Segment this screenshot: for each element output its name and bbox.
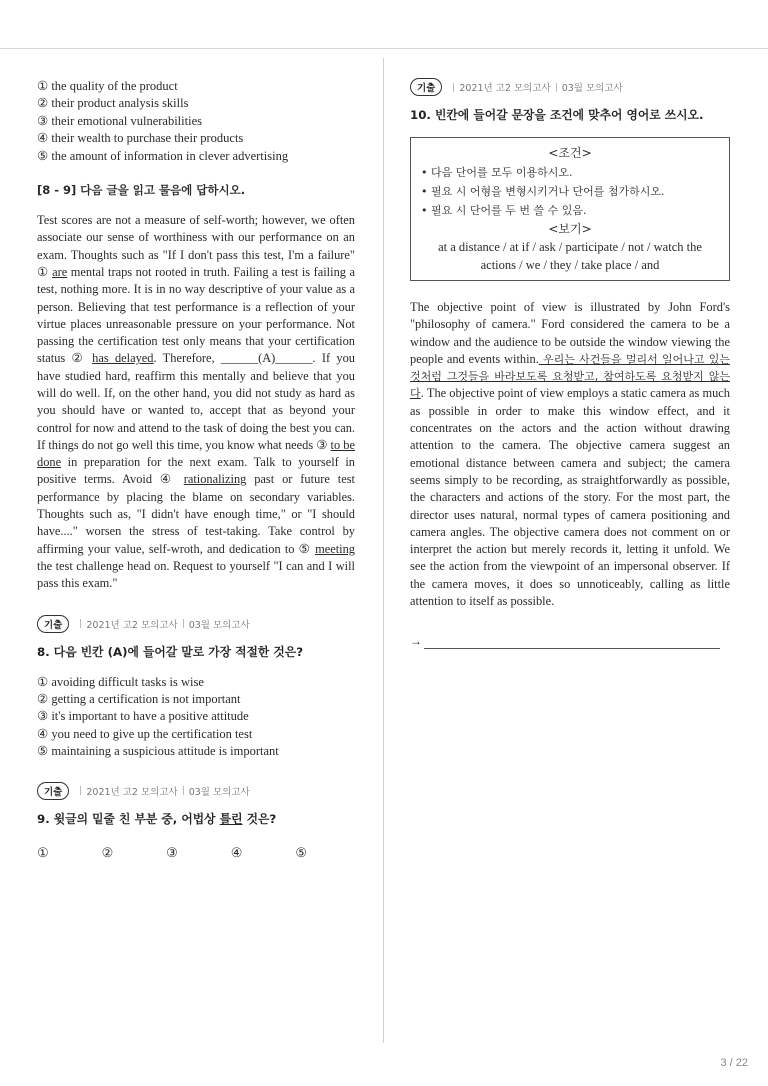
underline-korean: 우리는 사건들을 멀리서 일어나고 있는 것처럼 그것들을 바라보도록 요청받고, 참여하도록 요청받지 않는다 — [410, 352, 730, 401]
passage-text: The objective point of view is illustrated by John Ford's "philosophy of camera." Ford considered the camera to be a window and the audience to be outside the window viewing the people and events within. — [410, 300, 730, 366]
option-3: ③ their emotional vulnerabilities — [37, 113, 202, 128]
page-number: 3 / 22 — [720, 1057, 748, 1069]
underline-5: meeting — [315, 541, 355, 556]
underline-3: to be done — [37, 437, 355, 470]
prev-question-options — [37, 78, 355, 165]
conditions-box — [410, 137, 730, 281]
q8-option-3: ③ it's important to have a positive attitude — [37, 709, 249, 724]
answer-line[interactable] — [410, 634, 730, 649]
condition-3: • 필요 시 단어를 두 번 쓸 수 있음. — [421, 204, 587, 217]
view-title: <보기> — [548, 222, 592, 236]
underline-2: has delayed — [92, 351, 154, 366]
title-underline: 틀린 — [219, 811, 243, 826]
passage-text: Test scores are not a measure of self-worth; however, we often associate our sense of worthiness with our performance on an exam. Thoughts such as "If I don't pass this test, I'm a failure" ① — [37, 213, 355, 279]
header-rule — [0, 48, 768, 49]
question-tagline — [37, 782, 355, 800]
condition-1: • 다음 단어를 모두 이용하시오. — [421, 166, 573, 179]
question-title: 8. 다음 빈칸 (A)에 들어갈 말로 가장 적절한 것은? — [37, 644, 304, 659]
choice-4[interactable]: ④ — [230, 844, 243, 860]
right-column — [410, 78, 730, 649]
column-divider — [383, 58, 384, 1043]
left-column — [37, 78, 355, 861]
underline-4: rationalizing — [183, 472, 247, 487]
exam-month: 03월 모의고사 — [561, 83, 623, 94]
q8-option-1: ① avoiding difficult tasks is wise — [37, 674, 204, 689]
choice-5[interactable]: ⑤ — [295, 844, 307, 860]
passage-text: in preparation for the next exam. Talk to yourself in positive terms. Avoid ④ — [37, 455, 355, 487]
question-title: 10. 빈칸에 들어갈 문장을 조건에 맞추어 영어로 쓰시오. — [410, 108, 704, 122]
underline-1: are — [52, 264, 68, 279]
title-text: 9. 윗글의 밑줄 친 부분 중, 어법상 — [37, 811, 220, 826]
word-bank: at a distance / at if / ask / participate / not / watch the actions / we / they / take place / and — [438, 240, 702, 272]
question-title — [37, 810, 355, 827]
passage-text: . Therefore, ______(A)______. If you have studied hard, reaffirm this mentally and believe that you will do well. If, on the other hand, you did not study as hard as you should have or wanted to, accept that as beyond your control for now and attend to the task of doing the best you can. If things do not go well this time, you know what needs ③ — [37, 351, 355, 452]
source-tag: 기출 — [410, 78, 442, 96]
option-4: ④ their wealth to purchase their products — [37, 131, 244, 146]
choice-2[interactable]: ② — [101, 844, 114, 860]
question-tagline — [410, 78, 730, 96]
source-tag: 기출 — [37, 782, 69, 800]
exam-year: 2021년 고2 모의고사 — [86, 619, 178, 631]
choice-1[interactable]: ① — [37, 844, 49, 860]
exam-month: 03월 모의고사 — [188, 619, 250, 631]
answer-blank[interactable] — [424, 638, 720, 649]
option-5: ⑤ the amount of information in clever advertising — [37, 148, 289, 163]
passage-text: past or future test performance by placing the blame on secondary variables. Thoughts such as, "I didn't have enough time," or "I should have...." worsen the stress of test-taking. Take control by affirming your value, self-wroth, and dedication to ⑤ — [37, 472, 355, 556]
source-tag: 기출 — [37, 615, 69, 633]
exam-year: 2021년 고2 모의고사 — [459, 83, 551, 94]
q8-option-5: ⑤ maintaining a suspicious attitude is important — [37, 744, 279, 759]
q8-option-4: ④ you need to give up the certification test — [37, 726, 253, 741]
exam-year: 2021년 고2 모의고사 — [86, 786, 178, 798]
question-8 — [37, 615, 355, 761]
question-9 — [37, 782, 355, 861]
title-text: 것은? — [242, 811, 277, 826]
arrow-icon: → — [410, 634, 422, 649]
reading-passage — [37, 212, 355, 593]
passage-text: mental traps not rooted in truth. Failing a test is failing a test, nothing more. It is in no way descriptive of your value as a person. Believing that test performance is a reflection of your virtue places unreasonable pressure on your performance. Not passing the certification test only means that your certification status ② — [37, 264, 355, 366]
choice-3[interactable]: ③ — [166, 844, 178, 860]
exam-month: 03월 모의고사 — [188, 786, 250, 798]
conditions-title: <조건> — [548, 146, 592, 160]
passage-text: the test challenge head on. Request to yourself "I can and I will pass this exam." — [37, 558, 355, 591]
answer-choices — [37, 845, 307, 861]
reading-passage — [410, 299, 730, 610]
passage-text: . The objective point of view employs a static camera as much as possible in order to make this window effect, and it concentrates on the actors and the action without drawing attention to the camera. The objective camera suggest an emotional distance between camera and subject; the camera seems simply to be recording, as straightforwardly as possible, the characters and actions of the story. For the most part, the director uses natural, normal types of camera positioning and camera angles. The objective camera does not comment on or interpret the action but merely records it, letting it unfold. We see the action from the viewpoint of an impersonal observer. If the camera moves, it does so unnoticeably, calling as little attention to itself as possible. — [410, 386, 730, 609]
question-tagline — [37, 615, 355, 633]
option-1: ① the quality of the product — [37, 79, 178, 93]
section-heading: [8 - 9] 다음 글을 읽고 물음에 답하시오. — [37, 183, 246, 198]
condition-2: • 필요 시 어형을 변형시키거나 단어를 첨가하시오. — [421, 185, 665, 198]
option-2: ② their product analysis skills — [37, 96, 189, 111]
q8-option-2: ② getting a certification is not important — [37, 691, 241, 706]
